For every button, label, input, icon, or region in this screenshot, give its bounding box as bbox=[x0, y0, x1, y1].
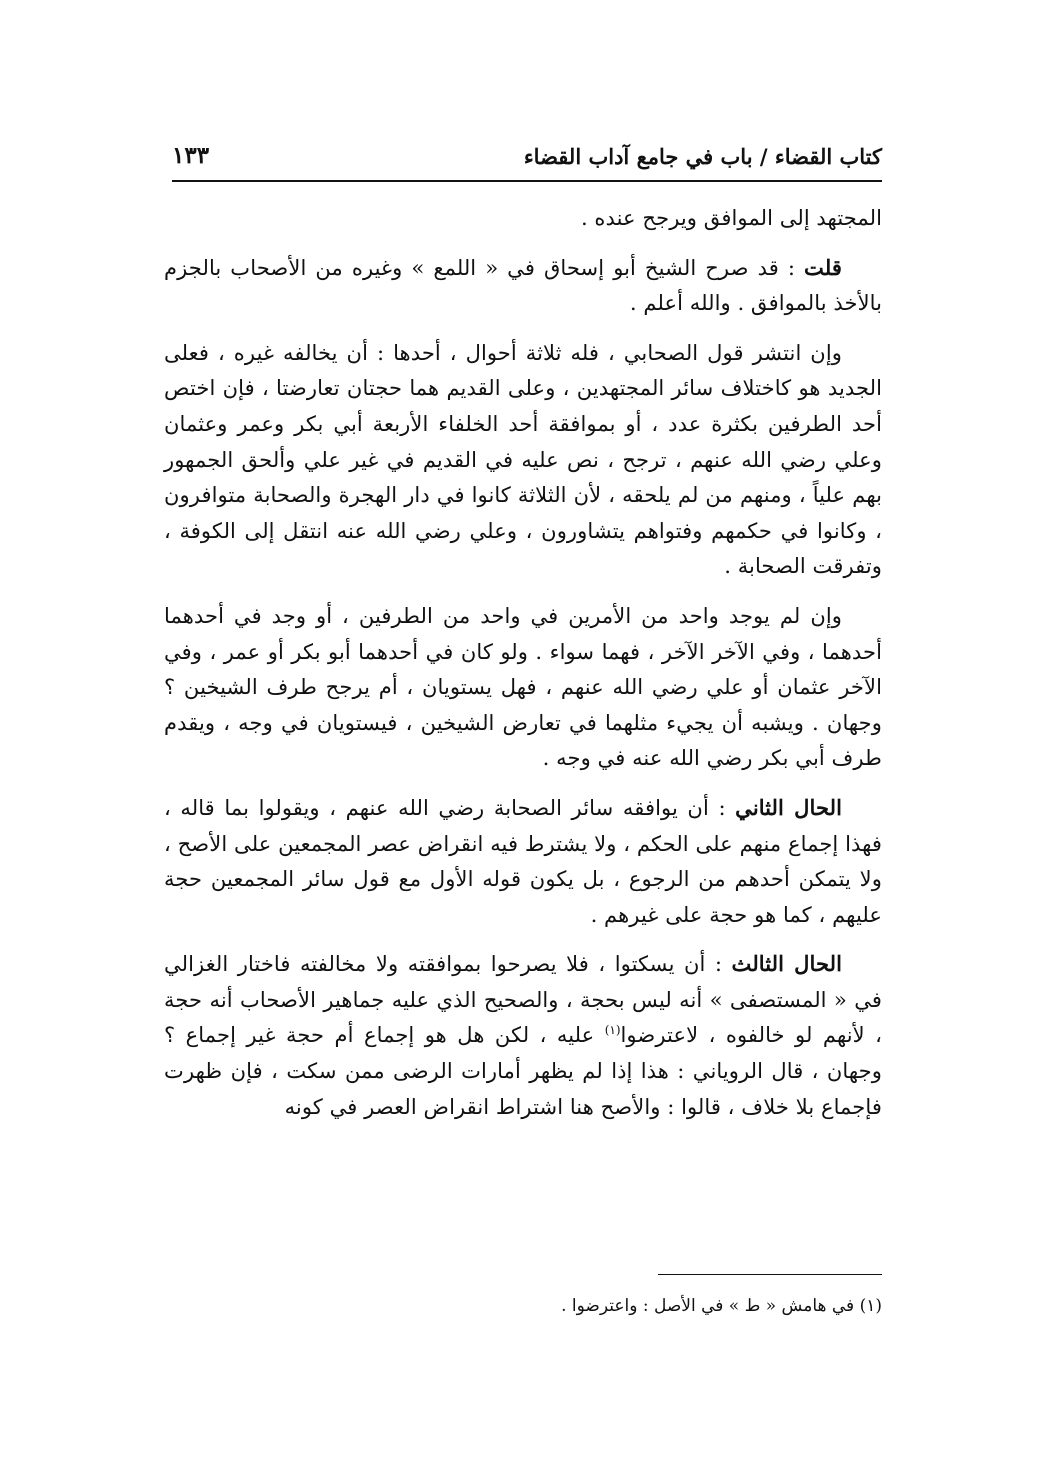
paragraph-4: وإن لم يوجد واحد من الأمرين في واحد من الطرفين ، أو وجد في أحدهما أحدهما ، وفي الآخر الآخر ، فهما سواء . ولو كان في أحدهما أبو بكر أو عمر ، وفي الآخر عثمان أو علي رضي الله عنهم ، فهل يستويان ، أم يرجح طرف الشيخين ؟ وجهان . ويشبه أن يجيء مثلهما في تعارض الشيخين ، فيستويان في وجه ، ويقدم طرف أبي بكر رضي الله عنه في وجه . bbox=[164, 602, 882, 771]
paragraph-6-lead: الحال الثالث bbox=[731, 951, 842, 977]
main-text bbox=[164, 200, 882, 1138]
paragraph-3: وإن انتشر قول الصحابي ، فله ثلاثة أحوال ، أحدها : أن يخالفه غيره ، فعلى الجديد هو كاختلاف سائر المجتهدين ، وعلى القديم هما حجتان تعارضتا ، فإن اختص أحد الطرفين بكثرة عدد ، أو بموافقة أحد الخلفاء الأربعة أبي بكر وعمر وعثمان وعلي رضي الله عنهم ، ترجح ، نص عليه في القديم في غير علي وألحق الجمهور بهم علياً ، ومنهم من لم يلحقه ، لأن الثلاثة كانوا في دار الهجرة والصحابة متوافرون ، وكانوا في حكمهم وفتواهم يتشاورون ، وعلي رضي الله عنه انتقل إلى الكوفة ، وتفرقت الصحابة . bbox=[164, 339, 882, 579]
paragraph-2 bbox=[164, 250, 882, 321]
footnote: (١) في هامش « ط » في الأصل : واعترضوا . bbox=[561, 1296, 882, 1316]
footnote-divider bbox=[658, 1274, 882, 1275]
running-header bbox=[172, 138, 882, 178]
chapter-title: كتاب القضاء / باب في جامع آداب القضاء bbox=[523, 144, 882, 169]
paragraph-2-text: : قد صرح الشيخ أبو إسحاق في « اللمع » وغيره من الأصحاب بالجزم بالأخذ بالموافق . والله أعلم . bbox=[164, 254, 882, 316]
paragraph-5 bbox=[164, 790, 882, 932]
page-number: ١٣٣ bbox=[172, 142, 210, 169]
paragraph-2-lead: قلت bbox=[804, 254, 842, 280]
paragraph-5-text: : أن يوافقه سائر الصحابة رضي الله عنهم ، ويقولوا بما قاله ، فهذا إجماع منهم على الحكم ، ولا يشترط فيه انقراض عصر المجمعين على الأصح ، ولا يتمكن أحدهم من الرجوع ، بل يكون قوله الأول مع قول سائر المجمعين حجة عليهم ، كما هو حجة على غيرهم . bbox=[164, 794, 882, 927]
paragraph-5-lead: الحال الثاني bbox=[735, 794, 842, 820]
paragraph-6-text-a: : أن يسكتوا ، فلا يصرحوا بموافقته ولا مخالفته فاختار الغزالي في « المستصفى » أنه ليس بحجة ، والصحيح الذي عليه جماهير الأصحاب أنه حجة ، لأنهم لو خالفوه ، لاعترضوا bbox=[164, 951, 882, 1048]
paragraph-6 bbox=[164, 946, 882, 1124]
footnote-reference: (١) bbox=[604, 1023, 621, 1038]
paragraph-6-text-b: عليه ، لكن هل هو إجماع أم حجة غير إجماع ؟ وجهان ، قال الروياني : هذا إذا لم يظهر أمارات الرضى ممن سكت ، فإن ظهرت فإجماع بلا خلاف ، قالوا : والأصح هنا اشتراط انقراض العصر في كونه bbox=[164, 1022, 882, 1119]
header-divider bbox=[172, 180, 882, 182]
paragraph-1: المجتهد إلى الموافق ويرجح عنده . bbox=[580, 205, 882, 230]
